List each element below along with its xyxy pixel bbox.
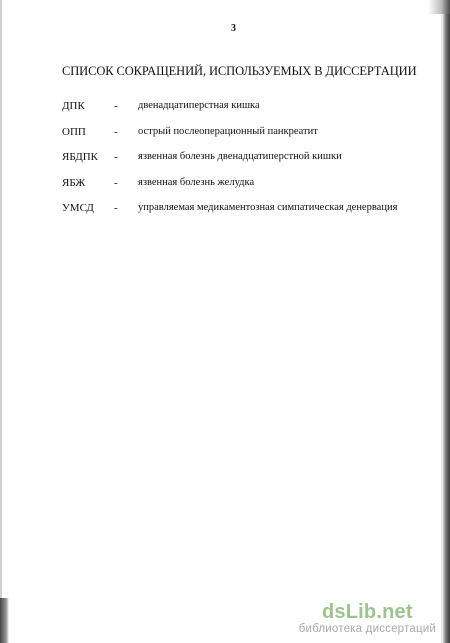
abbreviation-definition: двенадцатиперстная кишка xyxy=(138,100,260,111)
watermark-tagline: библиотека диссертаций xyxy=(298,622,436,635)
abbreviation-term: УМСД xyxy=(62,202,94,214)
abbreviation-row xyxy=(62,177,432,203)
abbreviation-term: ЯБЖ xyxy=(62,176,86,189)
abbreviation-row xyxy=(62,202,432,228)
abbreviation-dash: - xyxy=(114,100,118,112)
abbreviation-dash: - xyxy=(114,202,118,214)
scan-corner-top-right xyxy=(428,0,450,14)
watermark-logo: dsLib.net xyxy=(322,600,413,623)
abbreviation-term: ДПК xyxy=(62,100,85,112)
page-title: СПИСОК СОКРАЩЕНИЙ, ИСПОЛЬЗУЕМЫХ В ДИССЕРТАЦИИ xyxy=(62,64,417,78)
abbreviation-dash: - xyxy=(114,176,118,189)
abbreviation-definition: язвенная болезнь желудка xyxy=(138,176,255,188)
abbreviation-row xyxy=(62,100,432,126)
abbreviation-list xyxy=(62,100,432,228)
abbreviation-dash: - xyxy=(114,125,118,138)
scan-edge-left xyxy=(0,0,2,643)
scan-edge-right xyxy=(443,0,450,643)
scan-corner-bottom-left xyxy=(0,598,9,643)
abbreviation-definition: язвенная болезнь двенадцатиперстной кишки xyxy=(138,151,342,162)
abbreviation-row xyxy=(62,126,432,152)
abbreviation-row xyxy=(62,151,432,177)
abbreviation-definition: управляемая медикаментозная симпатическая денервация xyxy=(138,202,398,213)
abbreviation-dash: - xyxy=(114,151,118,163)
page-number: 3 xyxy=(231,23,236,34)
abbreviation-term: ОПП xyxy=(62,125,86,138)
abbreviation-definition: острый послеоперационный панкреатит xyxy=(138,125,318,137)
watermark xyxy=(299,602,436,636)
abbreviation-term: ЯБДПК xyxy=(62,151,99,163)
